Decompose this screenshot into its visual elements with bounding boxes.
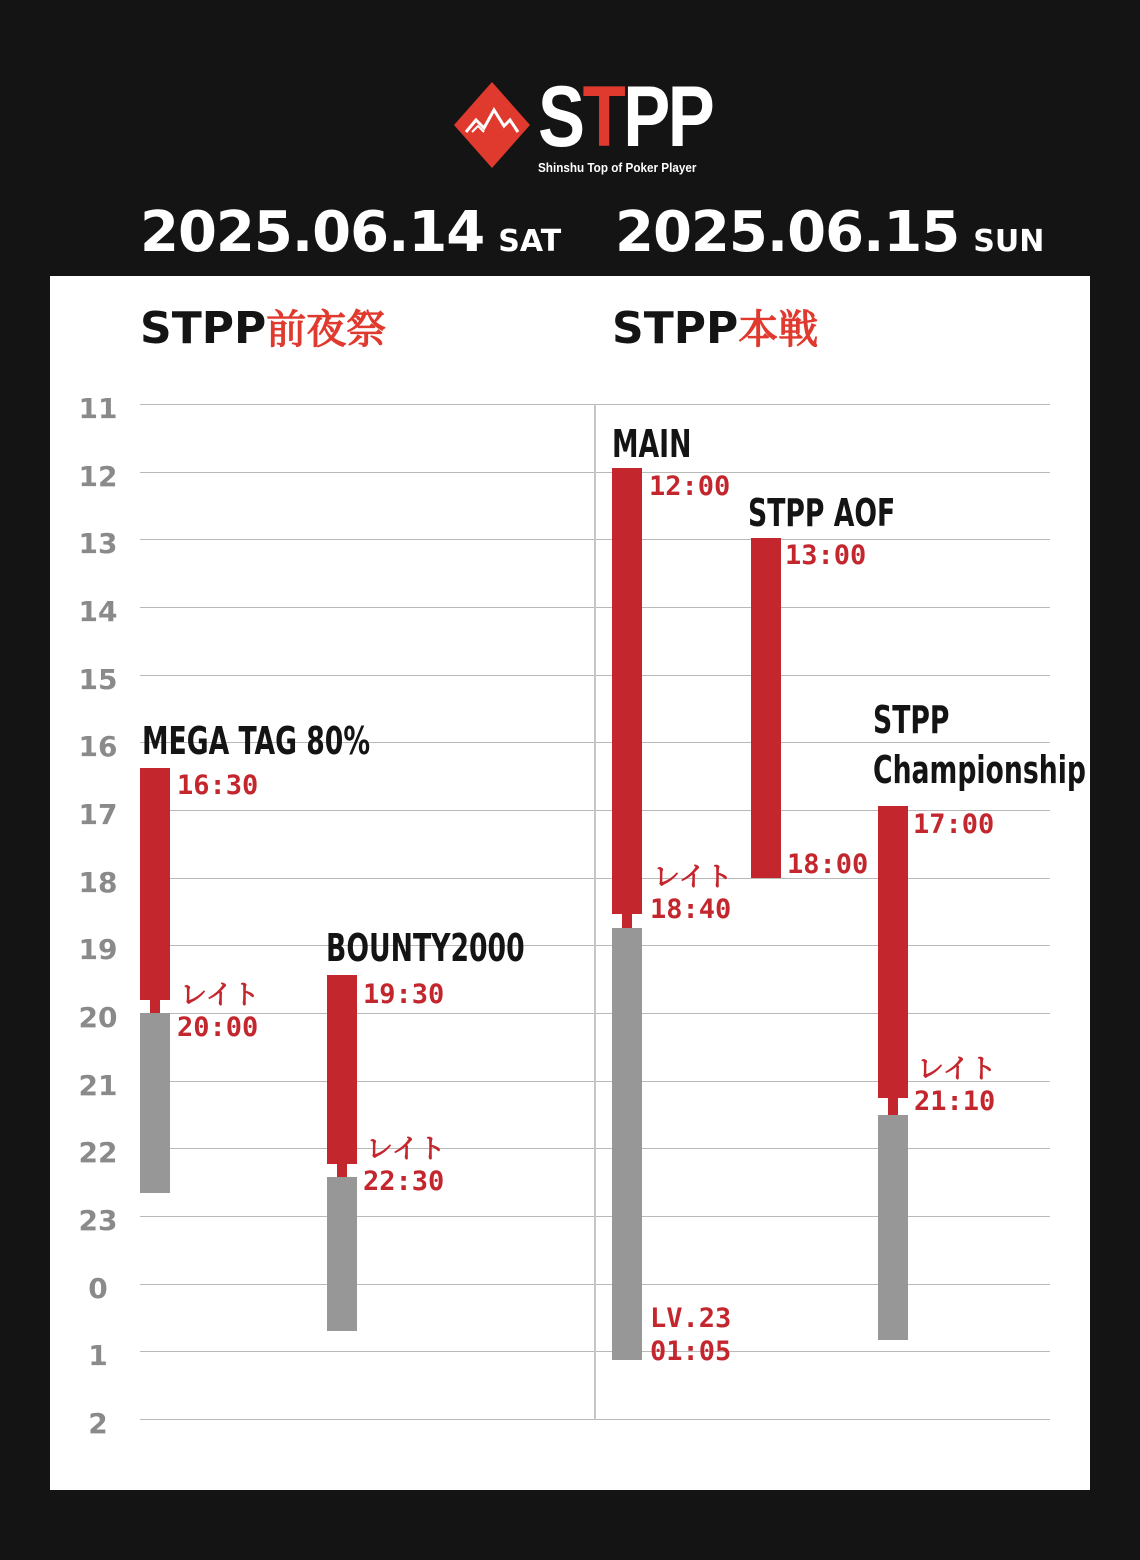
hour-label: 2 bbox=[88, 1407, 108, 1440]
event-name-championship-line1: STPP bbox=[873, 698, 950, 742]
main-late-label: レイト bbox=[653, 862, 733, 893]
date-sunday-weekday: SUN bbox=[973, 224, 1045, 259]
section-title-main bbox=[612, 298, 818, 355]
event-name-championship-line2: Championship bbox=[873, 748, 1086, 792]
date-sunday-value: 2025.06.15 bbox=[615, 200, 960, 265]
section-title-eve bbox=[140, 298, 386, 355]
section-title-eve-prefix: STPP bbox=[140, 303, 267, 354]
logo-tagline: Shinshu Top of Poker Player bbox=[538, 160, 697, 175]
mega-tag-late-label: レイト bbox=[180, 980, 260, 1011]
day-divider bbox=[594, 404, 596, 1420]
date-saturday-weekday: SAT bbox=[498, 224, 562, 259]
main-start-time: 12:00 bbox=[649, 471, 731, 502]
bounty-late-label: レイト bbox=[366, 1134, 446, 1165]
championship-start-time: 17:00 bbox=[913, 809, 995, 840]
bounty-bar-connector bbox=[337, 1164, 347, 1177]
schedule-panel bbox=[50, 276, 1090, 1490]
section-title-main-suffix: 本戦 bbox=[738, 307, 819, 353]
mega-tag-start-time: 16:30 bbox=[177, 770, 259, 801]
mega-tag-late-bar bbox=[140, 1013, 170, 1193]
stpp-diamond-logo-icon bbox=[452, 80, 532, 170]
hour-label: 13 bbox=[78, 527, 118, 560]
championship-registration-bar bbox=[878, 806, 908, 1098]
aof-start-time: 13:00 bbox=[785, 540, 867, 571]
section-title-eve-suffix: 前夜祭 bbox=[266, 307, 387, 353]
championship-late-bar bbox=[878, 1115, 908, 1340]
championship-late-time: 21:10 bbox=[914, 1086, 996, 1117]
main-late-bar bbox=[612, 928, 642, 1360]
hour-label: 16 bbox=[78, 730, 118, 763]
logo-wordmark: STPP bbox=[538, 69, 713, 165]
hour-label: 19 bbox=[78, 933, 118, 966]
championship-late-label: レイト bbox=[917, 1054, 997, 1085]
date-sunday bbox=[615, 200, 1044, 265]
championship-bar-connector bbox=[888, 1098, 898, 1115]
hour-label: 1 bbox=[88, 1339, 108, 1372]
hour-label: 22 bbox=[78, 1136, 118, 1169]
mega-tag-late-time: 20:00 bbox=[177, 1012, 259, 1043]
aof-end-time: 18:00 bbox=[787, 849, 869, 880]
event-name-mega-tag: MEGA TAG 80% bbox=[142, 719, 371, 763]
hour-label: 20 bbox=[78, 1001, 118, 1034]
hour-label: 23 bbox=[78, 1204, 118, 1237]
hour-label: 14 bbox=[78, 595, 118, 628]
bounty-late-bar bbox=[327, 1177, 357, 1331]
date-saturday bbox=[140, 200, 561, 265]
mega-tag-bar-connector bbox=[150, 1000, 160, 1013]
bounty-late-time: 22:30 bbox=[363, 1166, 445, 1197]
main-bar-connector bbox=[622, 914, 632, 928]
main-end-level: LV.23 bbox=[650, 1303, 732, 1334]
bounty-registration-bar bbox=[327, 975, 357, 1164]
event-name-main: MAIN bbox=[612, 422, 692, 466]
event-name-aof: STPP AOF bbox=[748, 491, 896, 535]
hour-label: 21 bbox=[78, 1069, 118, 1102]
hour-label: 18 bbox=[78, 866, 118, 899]
bounty-start-time: 19:30 bbox=[363, 979, 445, 1010]
hour-label: 17 bbox=[78, 798, 118, 831]
hour-label: 12 bbox=[78, 460, 118, 493]
aof-bar bbox=[751, 538, 781, 878]
main-end-time: 01:05 bbox=[650, 1336, 732, 1367]
section-title-main-prefix: STPP bbox=[612, 303, 739, 354]
event-name-bounty: BOUNTY2000 bbox=[326, 926, 525, 970]
hour-label: 0 bbox=[88, 1272, 108, 1305]
main-late-time: 18:40 bbox=[650, 894, 732, 925]
hour-label: 11 bbox=[78, 392, 118, 425]
hour-label: 15 bbox=[78, 663, 118, 696]
date-saturday-value: 2025.06.14 bbox=[140, 200, 485, 265]
mega-tag-registration-bar bbox=[140, 768, 170, 1000]
main-registration-bar bbox=[612, 468, 642, 914]
